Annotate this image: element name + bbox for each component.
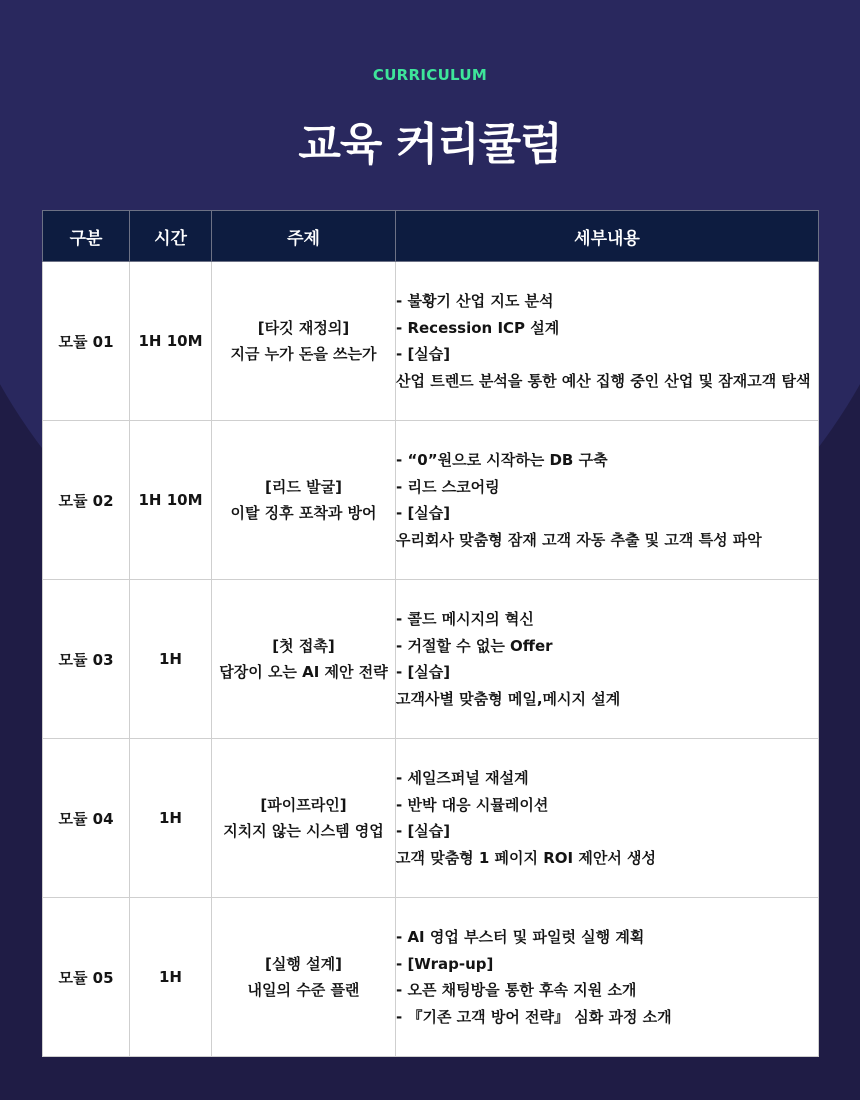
detail-line: - [실습] bbox=[396, 504, 451, 522]
detail-line: - 불황기 산업 지도 분석 bbox=[396, 292, 554, 310]
table-row bbox=[43, 421, 819, 580]
details-cell bbox=[396, 262, 819, 421]
topic-title: 이탈 징후 포착과 방어 bbox=[230, 504, 377, 522]
detail-line: - 세일즈퍼널 재설계 bbox=[396, 769, 529, 787]
topic-tag: [실행 설계] bbox=[265, 955, 342, 973]
time-cell: 1H bbox=[130, 898, 212, 1057]
time-cell: 1H 10M bbox=[130, 262, 212, 421]
topic-title: 내일의 수준 플랜 bbox=[247, 981, 360, 999]
topic-tag: [파이프라인] bbox=[260, 796, 347, 814]
detail-line: - 콜드 메시지의 혁신 bbox=[396, 610, 534, 628]
detail-line: 산업 트렌드 분석을 통한 예산 집행 중인 산업 및 잠재고객 탐색 bbox=[396, 371, 811, 390]
topic-cell bbox=[212, 580, 396, 739]
table-row bbox=[43, 898, 819, 1057]
detail-line: 우리회사 맞춤형 잠재 고객 자동 추출 및 고객 특성 파악 bbox=[396, 530, 762, 549]
detail-line: - [Wrap-up] bbox=[396, 954, 494, 973]
topic-cell bbox=[212, 262, 396, 421]
topic-cell bbox=[212, 739, 396, 898]
details-cell bbox=[396, 898, 819, 1057]
section-eyebrow: CURRICULUM bbox=[372, 66, 488, 84]
module-cell: 모듈 04 bbox=[43, 739, 130, 898]
detail-line: - [실습] bbox=[396, 822, 451, 840]
detail-line: - AI 영업 부스터 및 파일럿 실행 계획 bbox=[396, 928, 645, 946]
topic-cell bbox=[212, 898, 396, 1057]
module-cell: 모듈 01 bbox=[43, 262, 130, 421]
column-header-topic: 주제 bbox=[212, 211, 396, 262]
curriculum-table bbox=[42, 210, 819, 1057]
detail-line: 고객 맞춤형 1 페이지 ROI 제안서 생성 bbox=[396, 848, 657, 867]
topic-title: 지치지 않는 시스템 영업 bbox=[223, 822, 384, 840]
table-row bbox=[43, 580, 819, 739]
detail-line: - 리드 스코어링 bbox=[396, 477, 500, 496]
detail-line: - [실습] bbox=[396, 345, 451, 363]
page-title: 교육 커리큘럼 bbox=[298, 119, 562, 170]
column-header-time: 시간 bbox=[130, 211, 212, 262]
time-cell: 1H bbox=[130, 739, 212, 898]
details-cell bbox=[396, 421, 819, 580]
detail-line: - [실습] bbox=[396, 663, 451, 681]
module-cell: 모듈 05 bbox=[43, 898, 130, 1057]
details-cell bbox=[396, 739, 819, 898]
topic-tag: [리드 발굴] bbox=[265, 478, 342, 496]
module-cell: 모듈 03 bbox=[43, 580, 130, 739]
detail-line: 고객사별 맞춤형 메일,메시지 설계 bbox=[396, 689, 621, 708]
column-header-details: 세부내용 bbox=[396, 211, 819, 262]
topic-cell bbox=[212, 421, 396, 580]
topic-title: 지금 누가 돈을 쓰는가 bbox=[230, 345, 377, 363]
topic-tag: [타깃 재정의] bbox=[257, 319, 350, 337]
detail-line: - 『기존 고객 방어 전략』 심화 과정 소개 bbox=[396, 1007, 672, 1026]
table-row bbox=[43, 739, 819, 898]
detail-line: - 거절할 수 없는 Offer bbox=[396, 636, 553, 655]
topic-tag: [첫 접촉] bbox=[272, 637, 335, 655]
detail-line: - Recession ICP 설계 bbox=[396, 318, 560, 337]
topic-title: 답장이 오는 AI 제안 전략 bbox=[219, 663, 388, 681]
time-cell: 1H 10M bbox=[130, 421, 212, 580]
detail-line: - 오픈 채팅방을 통한 후속 지원 소개 bbox=[396, 981, 637, 999]
detail-line: - 반박 대응 시뮬레이션 bbox=[396, 795, 549, 814]
detail-line: - “0”원으로 시작하는 DB 구축 bbox=[396, 451, 608, 469]
column-header-module: 구분 bbox=[43, 211, 130, 262]
details-cell bbox=[396, 580, 819, 739]
table-header-row bbox=[43, 211, 819, 262]
time-cell: 1H bbox=[130, 580, 212, 739]
table-row bbox=[43, 262, 819, 421]
module-cell: 모듈 02 bbox=[43, 421, 130, 580]
